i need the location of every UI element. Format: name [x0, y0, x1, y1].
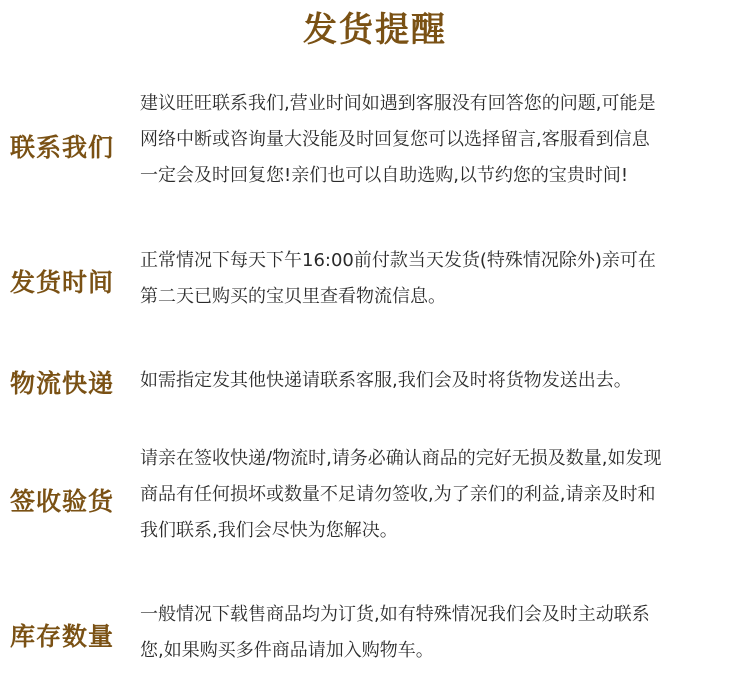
section-text-inspection — [140, 441, 740, 549]
text-line: 第二天已购买的宝贝里查看物流信息。 — [140, 286, 446, 307]
text-line: 请亲在签收快递/物流时,请务必确认商品的完好无损及数量,如发现 — [140, 448, 662, 469]
page-title: 发货提醒 — [303, 10, 447, 50]
section-label-shipping-time: 发货时间 — [10, 268, 115, 297]
text-line: 我们联系,我们会尽快为您解决。 — [140, 520, 398, 541]
section-text-logistics — [140, 363, 740, 399]
text-line: 正常情况下每天下午16:00前付款当天发货(特殊情况除外)亲可在 — [140, 250, 656, 271]
section-text-shipping-time — [140, 243, 740, 315]
text-line: 商品有任何损坏或数量不足请勿签收,为了亲们的利益,请亲及时和 — [140, 484, 656, 505]
text-line: 一般情况下载售商品均为订货,如有特殊情况我们会及时主动联系 — [140, 604, 650, 625]
section-label-inspection: 签收验货 — [10, 487, 115, 516]
text-line: 建议旺旺联系我们,营业时间如遇到客服没有回答您的问题,可能是 — [140, 93, 656, 114]
section-text-inventory — [140, 597, 740, 669]
text-line: 您,如果购买多件商品请加入购物车。 — [140, 640, 434, 661]
text-line: 网络中断或咨询量大没能及时回复您可以选择留言,客服看到信息 — [140, 129, 650, 150]
text-line: 一定会及时回复您!亲们也可以自助选购,以节约您的宝贵时间! — [140, 165, 629, 186]
section-label-contact: 联系我们 — [10, 133, 115, 162]
text-line: 如需指定发其他快递请联系客服,我们会及时将货物发送出去。 — [140, 370, 632, 391]
section-text-contact — [140, 86, 740, 194]
section-label-inventory: 库存数量 — [10, 622, 115, 651]
section-label-logistics: 物流快递 — [10, 369, 115, 398]
